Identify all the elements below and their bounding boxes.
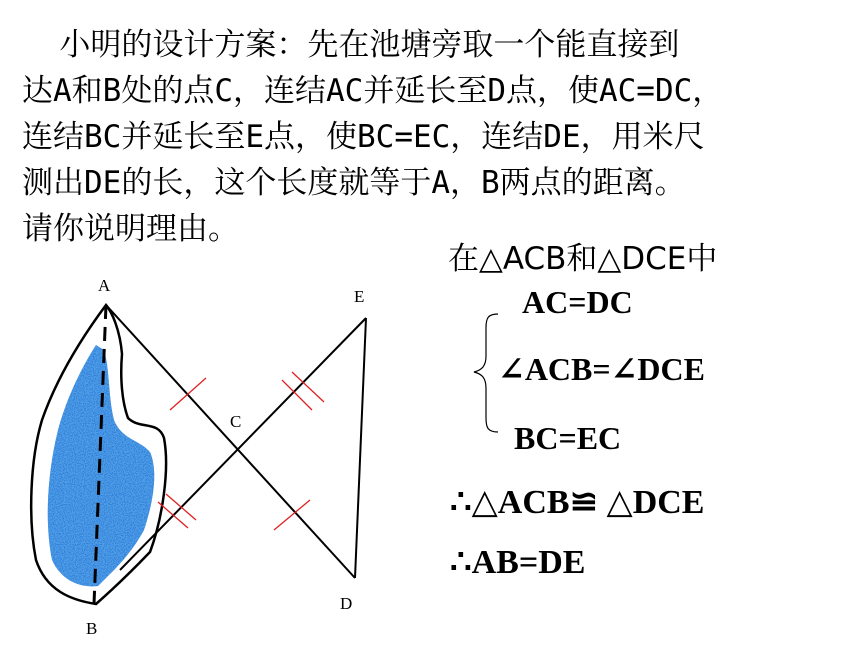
problem-line-5: 请你说明理由。 bbox=[22, 211, 239, 247]
label-a: A bbox=[98, 276, 111, 295]
proof-condition-2: ∠ACB=∠DCE bbox=[498, 351, 705, 387]
brace-icon bbox=[474, 314, 498, 432]
segment-de bbox=[355, 318, 366, 578]
label-c: C bbox=[230, 412, 242, 431]
tick-ce-1 bbox=[282, 380, 312, 410]
proof-conclusion-equal: ∴AB=DE bbox=[450, 544, 586, 581]
problem-line-1: 小明的设计方案：先在池塘旁取一个能直接到 bbox=[22, 27, 680, 63]
proof-condition-1: AC=DC bbox=[522, 284, 633, 320]
problem-line-4: 测出DE的长，这个长度就等于A，B两点的距离。 bbox=[22, 165, 686, 201]
tick-ac bbox=[170, 378, 206, 410]
proof-intro: 在△ACB和△DCE中 bbox=[448, 241, 718, 277]
problem-line-2: 达A和B处的点C，连结AC并延长至D点，使AC=DC， bbox=[22, 73, 724, 109]
tick-cd bbox=[274, 500, 310, 530]
label-b: B bbox=[86, 619, 98, 638]
label-e: E bbox=[354, 287, 365, 306]
proof-conclusion-congruent: ∴△ACB≌ △DCE bbox=[450, 484, 705, 521]
label-d: D bbox=[340, 594, 353, 613]
problem-line-3: 连结BC并延长至E点，使BC=EC，连结DE，用米尺 bbox=[22, 119, 705, 155]
proof-condition-3: BC=EC bbox=[514, 420, 622, 456]
